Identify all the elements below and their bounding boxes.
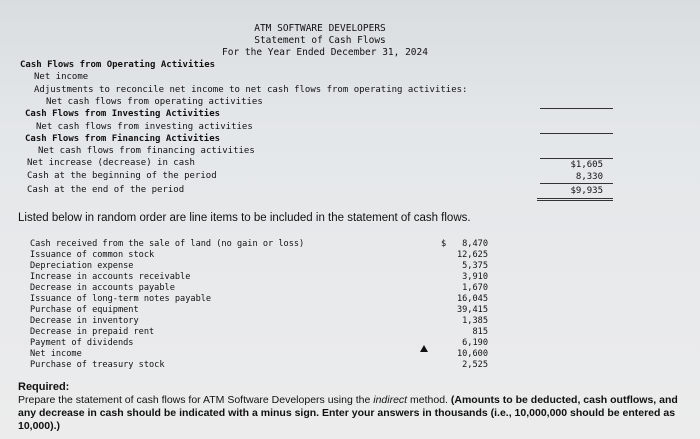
list-item-value: 2,525 bbox=[462, 360, 488, 370]
list-item: Depreciation expense bbox=[30, 261, 134, 271]
mouse-cursor-icon bbox=[420, 345, 428, 352]
list-item-value: 815 bbox=[472, 327, 488, 337]
net-financing-line: Net cash flows from financing activities bbox=[38, 146, 255, 156]
rule-operating bbox=[540, 108, 613, 109]
rule-ending-2 bbox=[537, 200, 613, 201]
beginning-cash-amount: 8,330 bbox=[575, 172, 603, 182]
rule-investing bbox=[540, 133, 613, 134]
ending-cash-amount: $9,935 bbox=[570, 186, 603, 196]
rule-beginning bbox=[540, 183, 613, 184]
net-investing-line: Net cash flows from investing activities bbox=[36, 122, 253, 132]
ending-cash-line: Cash at the end of the period bbox=[27, 185, 185, 195]
list-item-value: 39,415 bbox=[456, 305, 488, 315]
list-item-value: 12,625 bbox=[456, 250, 488, 260]
list-item-value: 1,670 bbox=[462, 283, 488, 293]
list-item: Decrease in prepaid rent bbox=[30, 327, 155, 337]
list-item-value: 5,375 bbox=[462, 261, 488, 271]
adjustments-line: Adjustments to reconcile net income to net cash flows from operating activities: bbox=[34, 85, 468, 95]
beginning-cash-line: Cash at the beginning of the period bbox=[27, 171, 217, 181]
dollar-sign: $ bbox=[441, 239, 447, 249]
list-item: Purchase of treasury stock bbox=[30, 360, 165, 370]
statement-period: For the Year Ended December 31, 2024 bbox=[222, 47, 428, 58]
net-increase-amount: $1,605 bbox=[570, 160, 603, 170]
net-operating-line: Net cash flows from operating activities bbox=[46, 97, 263, 107]
list-item-value: 1,385 bbox=[462, 316, 488, 326]
required-text-bold: (Amounts to be deducted, cash outflows, and any decrease in cash should be indicated with a minus sign. Enter your answers in thousands (i.e., 10,000,000 should be entered as 10,000).) bbox=[18, 394, 678, 432]
required-text-a: Prepare the statement of cash flows for ATM Software Developers using the bbox=[18, 394, 374, 406]
operating-heading: Cash Flows from Operating Activities bbox=[20, 60, 216, 70]
list-item: Increase in accounts receivable bbox=[30, 272, 191, 282]
list-item: Decrease in inventory bbox=[30, 316, 139, 326]
company-name: ATM SOFTWARE DEVELOPERS bbox=[254, 23, 386, 34]
list-item: Issuance of common stock bbox=[30, 250, 155, 260]
list-item-value: 8,470 bbox=[462, 239, 488, 249]
list-item: Cash received from the sale of land (no gain or loss) bbox=[30, 239, 305, 249]
list-item-value: 3,910 bbox=[462, 272, 488, 282]
list-item: Issuance of long-term notes payable bbox=[30, 294, 212, 304]
list-item-value: 16,045 bbox=[456, 294, 488, 304]
list-item: Payment of dividends bbox=[30, 338, 134, 348]
net-income-line: Net income bbox=[34, 72, 89, 82]
required-text bbox=[18, 394, 678, 433]
financing-heading: Cash Flows from Financing Activities bbox=[25, 134, 221, 144]
required-title: Required: bbox=[18, 381, 70, 393]
net-increase-line: Net increase (decrease) in cash bbox=[27, 158, 195, 168]
required-text-indirect: indirect bbox=[373, 394, 408, 406]
list-item: Decrease in accounts payable bbox=[30, 283, 175, 293]
required-text-c: method. bbox=[407, 394, 451, 406]
list-item: Net income bbox=[30, 349, 82, 359]
investing-heading: Cash Flows from Investing Activities bbox=[25, 109, 221, 119]
list-item: Purchase of equipment bbox=[30, 305, 139, 315]
rule-ending-1 bbox=[537, 198, 613, 199]
statement-title: Statement of Cash Flows bbox=[254, 35, 386, 46]
list-item-value: 10,600 bbox=[456, 349, 488, 359]
instruction-text: Listed below in random order are line items to be included in the statement of cash flows. bbox=[18, 212, 471, 224]
list-item-value: 6,190 bbox=[462, 338, 488, 348]
